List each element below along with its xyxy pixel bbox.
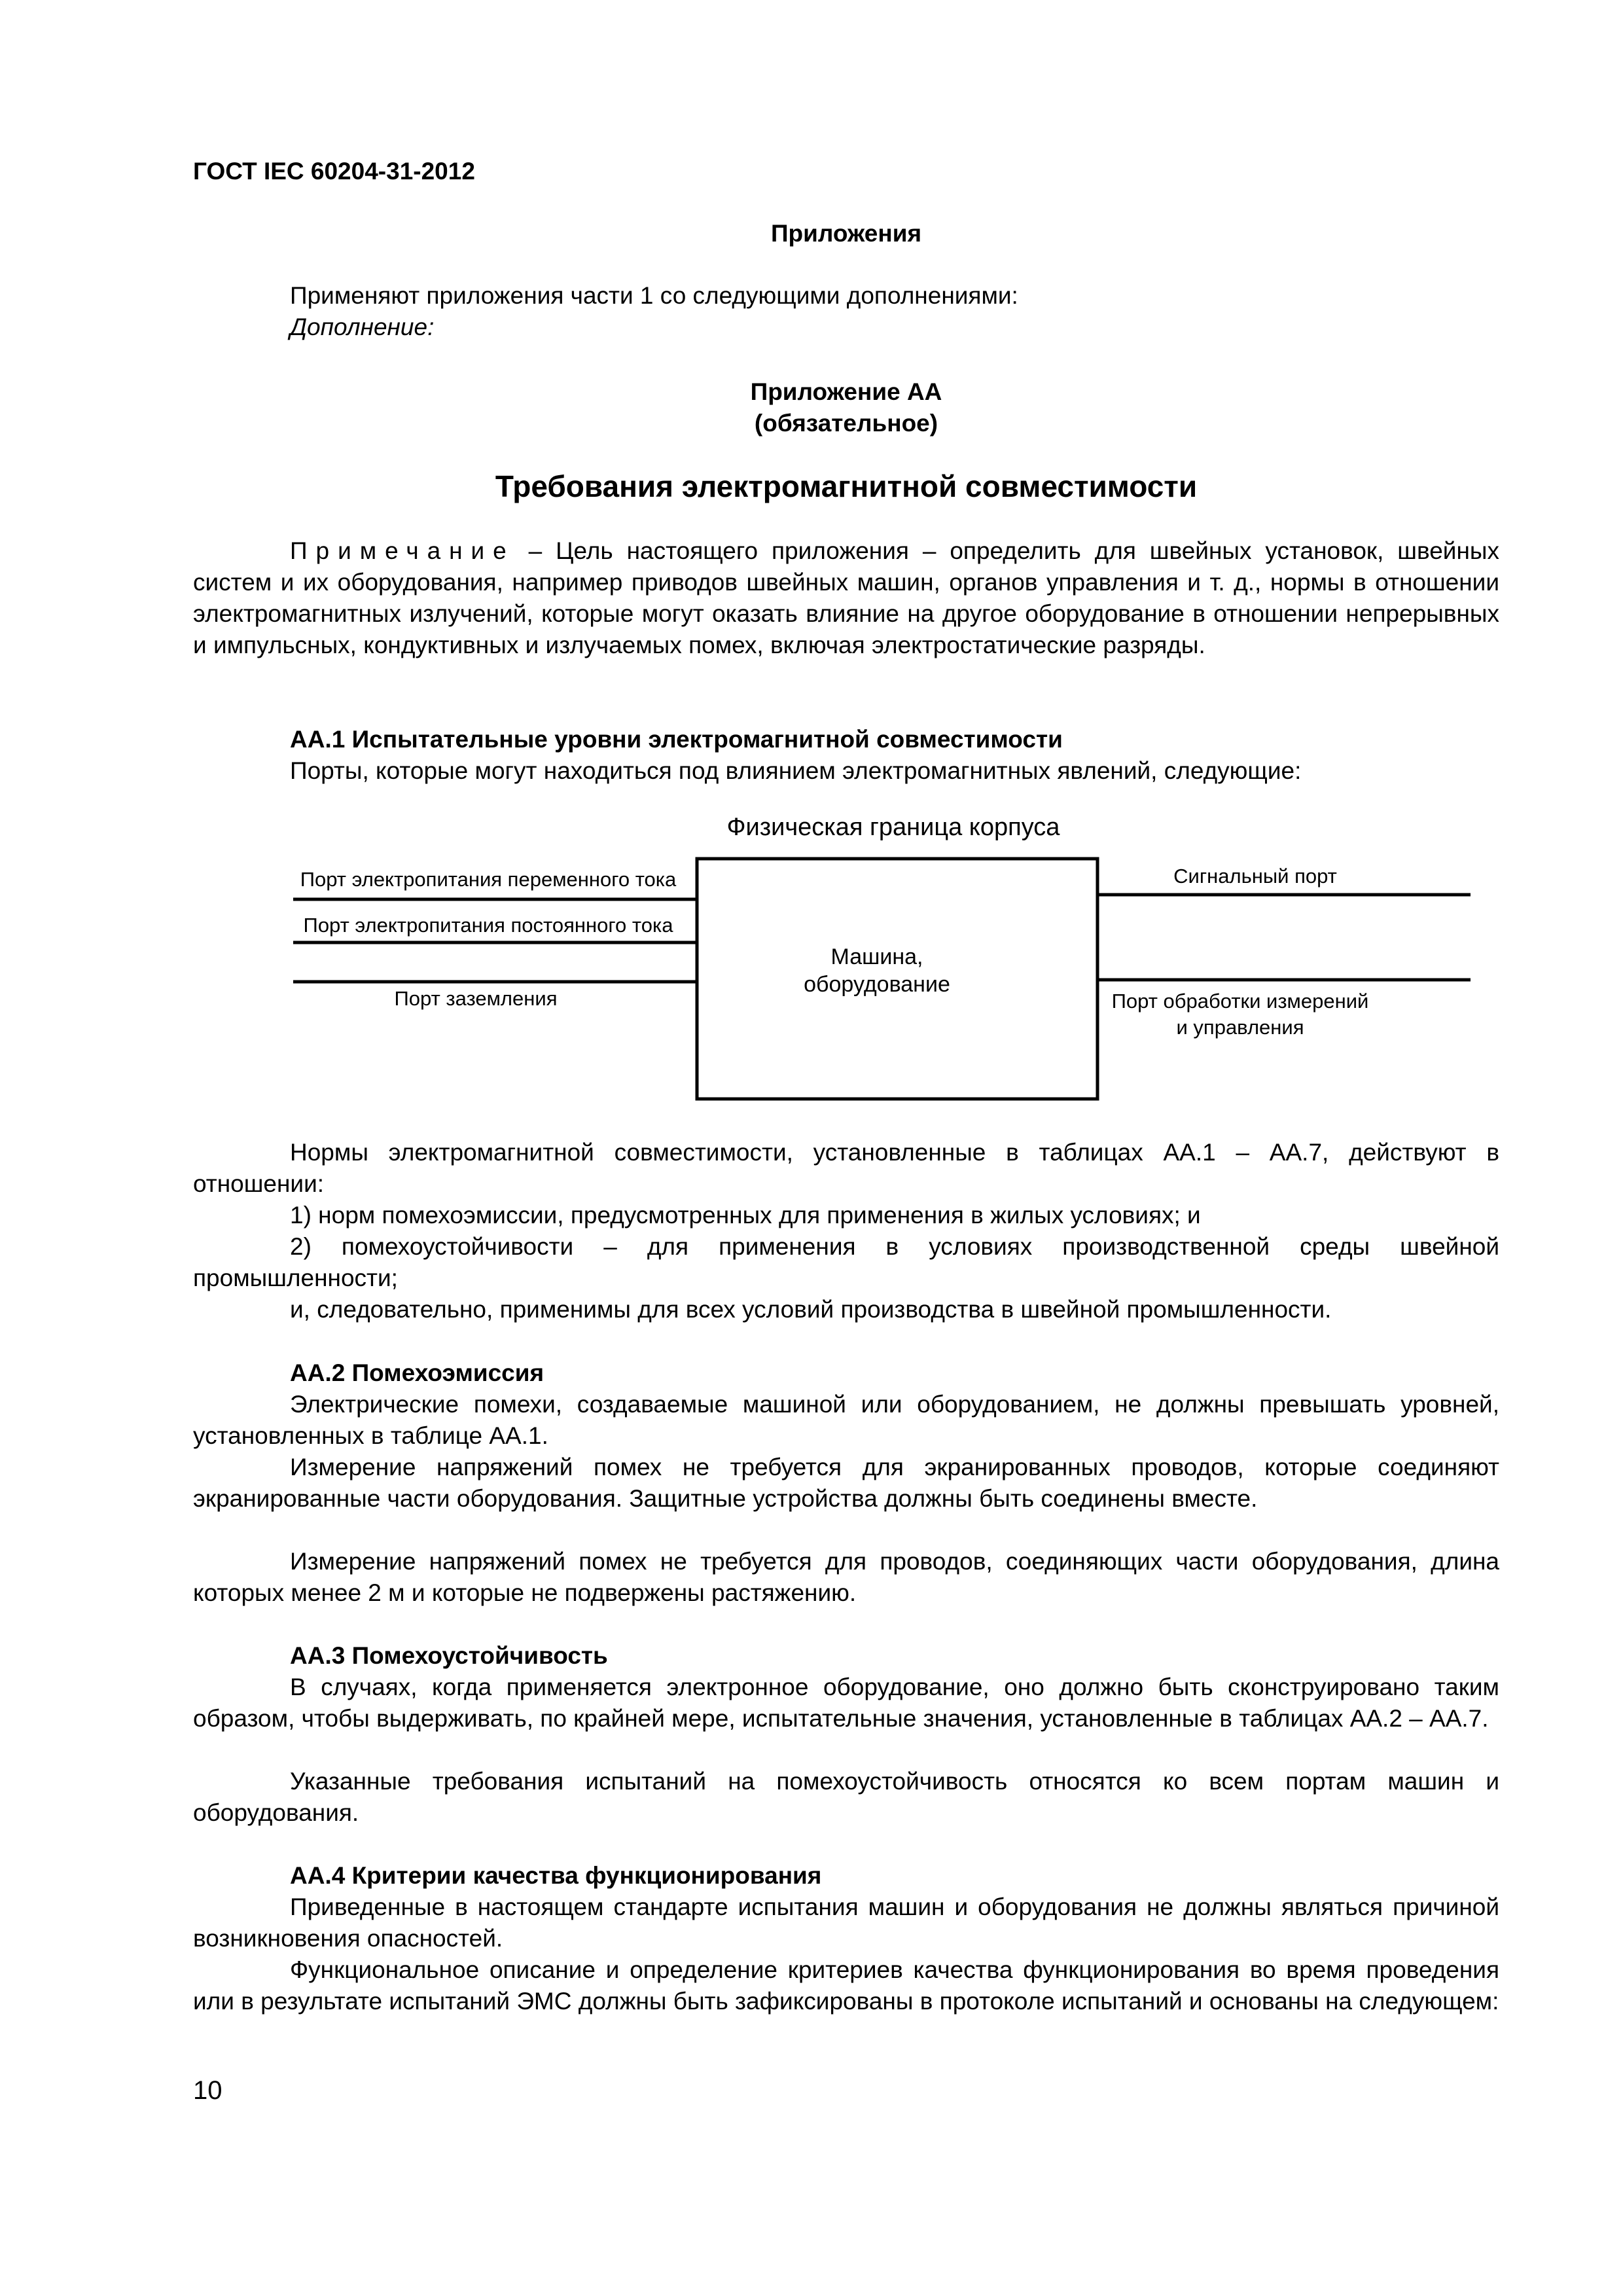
annex-status: (обязательное) (754, 410, 938, 437)
port-measure-line1: Порт обработки измерений (1111, 990, 1369, 1013)
aa3-heading: АА.3 Помехоустойчивость (290, 1642, 608, 1669)
intro-line: Применяют приложения части 1 со следующими дополнениями: (290, 282, 1018, 309)
aa4-heading: АА.4 Критерии качества функционирования (290, 1862, 822, 1889)
aa1-text: Порты, которые могут находиться под влиянием электромагнитных явлений, следующие: (290, 757, 1302, 784)
port-ground-label: Порт заземления (394, 987, 558, 1010)
norms-item-2: 2) помехоустойчивости – для применения в условиях производственной среды швейной промышленности; (193, 1233, 1499, 1291)
norms-paragraph: Нормы электромагнитной совместимости, установленные в таблицах АА.1 – АА.7, действуют в отношении: (193, 1139, 1499, 1197)
boundary-label: Физическая граница корпуса (726, 814, 1060, 841)
note-label: Примечание (290, 537, 515, 564)
note-text: – Цель настоящего приложения – определить для швейных установок, швейных систем и их оборудования, например приводов швейных машин, органов управления и т. д., нормы в отношении электромагнитных излучений, которые могут оказать влияние на другое оборудование в отношении непрерывных и импульсных, кондуктивных и излучаемых помех, включая электростатические разряды. (193, 537, 1499, 658)
aa2-paragraph-2: Измерение напряжений помех не требуется для экранированных проводов, которые соединяют экранированные части оборудования. Защитные устройства должны быть соединены вместе. (193, 1454, 1499, 1512)
norms-item-3: и, следовательно, применимы для всех условий производства в швейной промышленности. (290, 1296, 1332, 1323)
port-dc-label: Порт электропитания постоянного тока (303, 914, 673, 937)
ports-diagram (0, 805, 1623, 1119)
aa2-heading: АА.2 Помехоэмиссия (290, 1359, 544, 1386)
main-title: Требования электромагнитной совместимости (495, 469, 1198, 503)
aa4-paragraph-2: Функциональное описание и определение критериев качества функционирования во время проведения или в результате испытаний ЭМС должны быть зафиксированы в протоколе испытаний и основаны на следующем: (193, 1956, 1499, 2015)
norms-item-1: 1) норм помехоэмиссии, предусмотренных для применения в жилых условиях; и (290, 1202, 1201, 1229)
addition-label: Дополнение: (290, 314, 435, 340)
aa3-paragraph-1: В случаях, когда применяется электронное оборудование, оно должно быть сконструировано таким образом, чтобы выдерживать, по крайней мере, испытательные значения, установленные в таблицах АА.2 – АА.7. (193, 1674, 1499, 1732)
port-signal-label: Сигнальный порт (1173, 865, 1337, 888)
appendices-title: Приложения (770, 220, 922, 247)
port-ac-label: Порт электропитания переменного тока (300, 868, 677, 891)
aa4-paragraph-1: Приведенные в настоящем стандарте испытания машин и оборудования не должны являться причиной возникновения опасностей. (193, 1893, 1499, 1952)
annex-title: Приложение АА (750, 378, 942, 405)
aa3-paragraph-2: Указанные требования испытаний на помехоустойчивость относятся ко всем портам машин и оборудования. (193, 1768, 1499, 1826)
note-paragraph (193, 535, 1499, 661)
port-measure-line2: и управления (1176, 1016, 1304, 1039)
box-label-line2: оборудование (804, 972, 950, 997)
page-number: 10 (193, 2076, 223, 2105)
box-label-line1: Машина, (830, 944, 923, 969)
aa2-paragraph-1: Электрические помехи, создаваемые машиной или оборудованием, не должны превышать уровней, установленных в таблице АА.1. (193, 1391, 1499, 1449)
document-header: ГОСТ IEC 60204-31-2012 (193, 158, 475, 185)
aa1-heading: АА.1 Испытательные уровни электромагнитной совместимости (290, 726, 1063, 753)
aa2-paragraph-3: Измерение напряжений помех не требуется для проводов, соединяющих части оборудования, длина которых менее 2 м и которые не подвержены растяжению. (193, 1548, 1499, 1606)
